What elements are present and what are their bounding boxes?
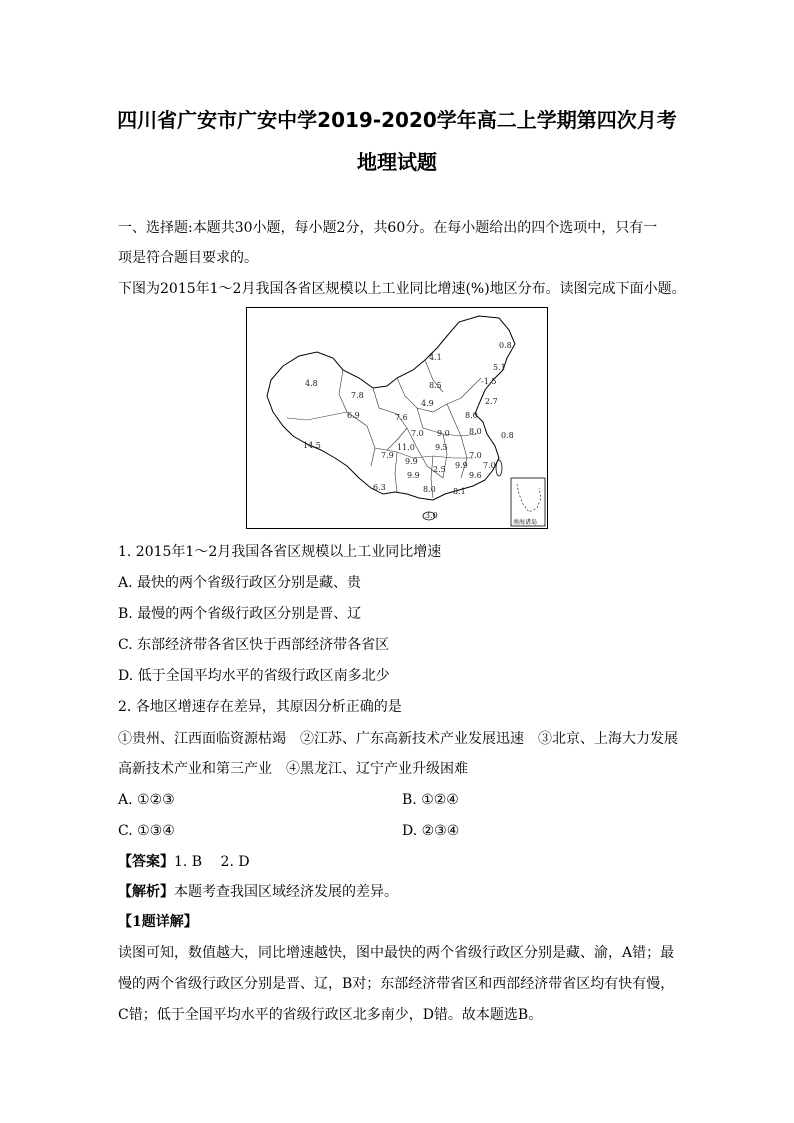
- map-value: 5.1: [493, 363, 506, 372]
- map-value: 3.0: [425, 511, 438, 520]
- q2-option-d: D. ②③④: [402, 823, 460, 839]
- q2-stem: 2. 各地区增速存在差异，其原因分析正确的是: [118, 699, 402, 715]
- map-value: 9.9: [405, 457, 418, 466]
- map-value: 8.0: [423, 485, 436, 494]
- page-title: 四川省广安市广安中学2019-2020学年高二上学期第四次月考: [117, 108, 677, 132]
- inset-label: 南海诸岛: [513, 519, 538, 526]
- q2-items-line1: ①贵州、江西面临资源枯竭 ②江苏、广东高新技术产业发展迅速 ③北京、上海大力发展: [118, 731, 678, 747]
- map-value: 9.5: [435, 443, 448, 452]
- map-value: 9.9: [455, 461, 468, 470]
- map-value: 8.0: [465, 411, 478, 420]
- map-value: 4.8: [305, 379, 318, 388]
- map-value: 7.6: [395, 413, 408, 422]
- china-map-svg: [247, 308, 547, 528]
- detail-line2: 慢的两个省级行政区分别是晋、辽，B对；东部经济带省区和西部经济带省区均有快有慢，: [118, 976, 675, 992]
- q1-option-d: D. 低于全国平均水平的省级行政区南多北少: [118, 668, 390, 684]
- q1-option-c: C. 东部经济带各省区快于西部经济带各省区: [118, 637, 390, 653]
- map-value: 7.0: [469, 451, 482, 460]
- map-value: 6.9: [347, 411, 360, 420]
- china-map-figure: [246, 307, 548, 529]
- section-intro-line2: 项是符合题目要求的。: [118, 250, 258, 266]
- q2-option-b: B. ①②④: [402, 792, 459, 808]
- map-value: 9.9: [407, 471, 420, 480]
- map-value: 4.1: [429, 353, 442, 362]
- q1-option-b: B. 最慢的两个省级行政区分别是晋、辽: [118, 606, 362, 622]
- map-value: 2.5: [433, 465, 446, 474]
- map-value: 4.9: [421, 399, 434, 408]
- map-value: 8.0: [469, 427, 482, 436]
- map-value: 8.1: [453, 487, 466, 496]
- map-value: 2.7: [485, 397, 498, 406]
- map-value: 9.6: [469, 471, 482, 480]
- map-value: 7.0: [411, 429, 424, 438]
- answer-line: [118, 852, 250, 872]
- answer-text: 1. B 2. D: [174, 854, 250, 870]
- map-value: 7.9: [381, 451, 394, 460]
- map-value: -1.5: [481, 377, 497, 386]
- map-value: 11.0: [397, 443, 415, 452]
- q2-option-a: A. ①②③: [118, 792, 175, 808]
- detail-line1: 读图可知，数值越大，同比增速越快，图中最快的两个省级行政区分别是藏、渝，A错；最: [118, 945, 675, 961]
- analysis-text: 本题考查我国区域经济发展的差异。: [174, 884, 398, 900]
- map-value: 7.8: [351, 391, 364, 400]
- map-value: 8.5: [429, 381, 442, 390]
- q1-option-a: A. 最快的两个省级行政区分别是藏、贵: [118, 575, 362, 591]
- q2-option-c: C. ①③④: [118, 823, 175, 839]
- map-value: 6.3: [373, 483, 386, 492]
- map-value: 7.0: [483, 461, 496, 470]
- analysis-line: [118, 882, 398, 902]
- q2-items-line2: 高新技术产业和第三产业 ④黑龙江、辽宁产业升级困难: [118, 761, 468, 777]
- detail-line3: C错；低于全国平均水平的省级行政区北多南少，D错。故本题选B。: [118, 1007, 543, 1023]
- material-text: 下图为2015年1～2月我国各省区规模以上工业同比增速(%)地区分布。读图完成下面小题。: [118, 281, 686, 297]
- map-value: 0.8: [499, 341, 512, 350]
- q1-stem: 1. 2015年1～2月我国各省区规模以上工业同比增速: [118, 544, 442, 560]
- section-intro-line1: 一、选择题:本题共30小题，每小题2分，共60分。在每小题给出的四个选项中，只有一: [118, 220, 658, 236]
- map-value: 9.0: [437, 429, 450, 438]
- map-value: 0.8: [501, 431, 514, 440]
- map-value: 14.5: [303, 441, 321, 450]
- page-subtitle: 地理试题: [357, 150, 437, 174]
- detail-label: 【1题详解】: [118, 914, 198, 930]
- analysis-label: 【解析】: [118, 884, 174, 900]
- answer-label: 【答案】: [118, 854, 174, 870]
- taiwan-island: [496, 460, 502, 476]
